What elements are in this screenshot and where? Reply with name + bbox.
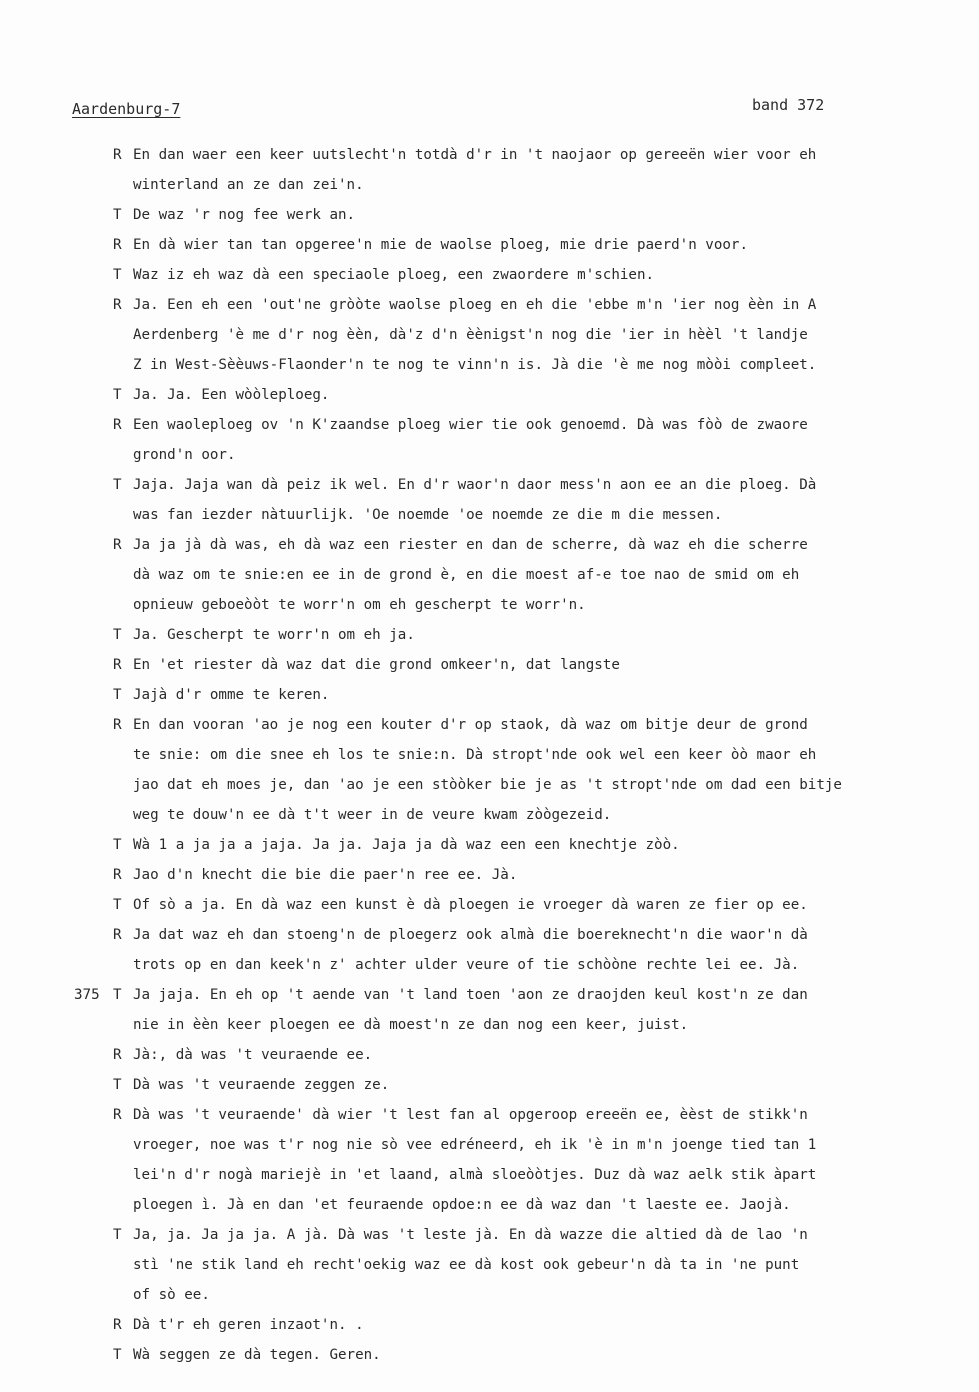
transcript-line	[0, 1340, 979, 1370]
speaker-label: T	[113, 207, 122, 223]
line-text: ploegen ì. Jà en dan 'et feuraende opdoe:n ee dà waz dan 't laeste ee. Jaojà.	[133, 1197, 791, 1213]
speaker-label: R	[113, 537, 122, 553]
line-text: jao dat eh moes je, dan 'ao je een stòòker bie je as 't stropt'nde om dad een bitje	[133, 777, 842, 793]
transcript-line	[0, 170, 979, 200]
transcript-line	[0, 1190, 979, 1220]
line-text: Jà:, dà was 't veuraende ee.	[133, 1047, 373, 1063]
dialogue-turn	[0, 290, 979, 380]
transcript-body	[0, 140, 979, 1370]
line-text: grond'n oor.	[133, 447, 236, 463]
line-text: opnieuw geboeòòt te worr'n om eh gescherpt te worr'n.	[133, 597, 586, 613]
transcript-line	[0, 590, 979, 620]
line-text: Ja dat waz eh dan stoeng'n de ploegerz ook almà die boereknecht'n die waor'n dà	[133, 927, 808, 943]
transcript-line	[0, 1130, 979, 1160]
transcript-line	[0, 350, 979, 380]
transcript-line	[0, 740, 979, 770]
dialogue-turn	[0, 620, 979, 650]
line-text: Wà 1 a ja ja a jaja. Ja ja. Jaja ja dà waz een een knechtje zòò.	[133, 837, 680, 853]
dialogue-turn	[0, 710, 979, 830]
transcript-line	[0, 1010, 979, 1040]
transcript-line	[0, 1280, 979, 1310]
transcript-line	[0, 410, 979, 440]
line-text: En dan waer een keer uutslecht'n totdà d'r in 't naojaor op gereeën wier voor eh	[133, 147, 817, 163]
transcript-line	[0, 620, 979, 650]
transcript-line	[0, 770, 979, 800]
dialogue-turn	[0, 980, 979, 1040]
dialogue-turn	[0, 830, 979, 860]
line-text: stì 'ne stik land eh recht'oekig waz ee dà kost ook gebeur'n dà ta in 'ne punt	[133, 1257, 800, 1273]
transcript-line	[0, 380, 979, 410]
line-text: lei'n d'r nogà mariejè in 'et laand, almà sloeòòtjes. Duz dà waz aelk stik àpart	[133, 1167, 817, 1183]
line-text: vroeger, noe was t'r nog nie sò vee edréneerd, eh ik 'è in m'n joenge tied tan 1	[133, 1137, 817, 1153]
dialogue-turn	[0, 1040, 979, 1070]
line-text: Jaja. Jaja wan dà peiz ik wel. En d'r waor'n daor mess'n aon ee an die ploeg. Dà	[133, 477, 817, 493]
dialogue-turn	[0, 1340, 979, 1370]
line-text: En 'et riester dà waz dat die grond omkeer'n, dat langste	[133, 657, 620, 673]
line-text: weg te douw'n ee dà t't weer in de veure kwam zòògezeid.	[133, 807, 612, 823]
speaker-label: R	[113, 1047, 122, 1063]
transcript-line	[0, 260, 979, 290]
speaker-label: R	[113, 927, 122, 943]
line-text: Dà was 't veuraende zeggen ze.	[133, 1077, 390, 1093]
speaker-label: T	[113, 987, 122, 1003]
speaker-label: R	[113, 297, 122, 313]
speaker-label: T	[113, 627, 122, 643]
dialogue-turn	[0, 410, 979, 470]
speaker-label: R	[113, 237, 122, 253]
line-text: En dà wier tan tan opgeree'n mie de waolse ploeg, mie drie paerd'n voor.	[133, 237, 748, 253]
line-text: Wà seggen ze dà tegen. Geren.	[133, 1347, 381, 1363]
dialogue-turn	[0, 1220, 979, 1310]
dialogue-turn	[0, 650, 979, 680]
line-text: Ja, ja. Ja ja ja. A jà. Dà was 't leste jà. En dà wazze die altied dà de lao 'n	[133, 1227, 808, 1243]
line-text: Ja. Een eh een 'out'ne gròòte waolse ploeg en eh die 'ebbe m'n 'ier nog èèn in A	[133, 297, 817, 313]
transcript-line	[0, 1040, 979, 1070]
dialogue-turn	[0, 1310, 979, 1340]
line-text: Dà was 't veuraende' dà wier 't lest fan al opgeroop ereeën ee, èèst de stikk'n	[133, 1107, 808, 1123]
transcript-line	[0, 650, 979, 680]
speaker-label: T	[113, 267, 122, 283]
line-text: was fan iezder nàtuurlijk. 'Oe noemde 'oe noemde ze die m die messen.	[133, 507, 723, 523]
line-text: trots op en dan keek'n z' achter ulder veure of tie schòòne rechte lei ee. Jà.	[133, 957, 800, 973]
speaker-label: T	[113, 687, 122, 703]
speaker-label: T	[113, 387, 122, 403]
speaker-label: R	[113, 717, 122, 733]
dialogue-turn	[0, 1070, 979, 1100]
dialogue-turn	[0, 140, 979, 200]
transcript-line	[0, 1310, 979, 1340]
dialogue-turn	[0, 680, 979, 710]
speaker-label: T	[113, 1227, 122, 1243]
speaker-label: T	[113, 837, 122, 853]
transcript-line	[0, 200, 979, 230]
line-text: Ja ja jà dà was, eh dà waz een riester en dan de scherre, dà waz eh die scherre	[133, 537, 808, 553]
transcript-line	[0, 470, 979, 500]
transcript-line	[0, 290, 979, 320]
line-text: Ja jaja. En eh op 't aende van 't land toen 'aon ze draojden keul kost'n ze dan	[133, 987, 808, 1003]
speaker-label: R	[113, 1317, 122, 1333]
transcript-line	[0, 1100, 979, 1130]
transcript-line	[0, 680, 979, 710]
line-text: nie in èèn keer ploegen ee dà moest'n ze dan nog een keer, juist.	[133, 1017, 689, 1033]
speaker-label: R	[113, 147, 122, 163]
line-text: Z in West-Sèèuws-Flaonder'n te nog te vinn'n is. Jà die 'è me nog mòòi compleet.	[133, 357, 817, 373]
line-text: Ja. Ja. Een wòòleploeg.	[133, 387, 330, 403]
speaker-label: T	[113, 477, 122, 493]
dialogue-turn	[0, 470, 979, 530]
dialogue-turn	[0, 920, 979, 980]
speaker-label: T	[113, 1077, 122, 1093]
transcript-line	[0, 800, 979, 830]
transcript-line	[0, 500, 979, 530]
transcript-line	[0, 1220, 979, 1250]
line-text: Waz iz eh waz dà een speciaole ploeg, een zwaordere m'schien.	[133, 267, 655, 283]
transcript-line	[0, 950, 979, 980]
speaker-label: R	[113, 1107, 122, 1123]
line-text: Ja. Gescherpt te worr'n om eh ja.	[133, 627, 415, 643]
line-text: dà waz om te snie:en ee in de grond è, en die moest af-e toe nao de smid om eh	[133, 567, 800, 583]
dialogue-turn	[0, 1100, 979, 1220]
line-text: De waz 'r nog fee werk an.	[133, 207, 356, 223]
transcript-line	[0, 710, 979, 740]
transcript-line	[0, 1070, 979, 1100]
transcript-line	[0, 920, 979, 950]
dialogue-turn	[0, 260, 979, 290]
line-text: of sò ee.	[133, 1287, 210, 1303]
speaker-label: T	[113, 1347, 122, 1363]
speaker-label: R	[113, 867, 122, 883]
transcript-line	[0, 890, 979, 920]
speaker-label: R	[113, 657, 122, 673]
line-text: Jajà d'r omme te keren.	[133, 687, 330, 703]
counter-mark: 375	[74, 987, 100, 1003]
transcript-line	[0, 1250, 979, 1280]
transcript-line	[0, 320, 979, 350]
band-number: band 372	[752, 96, 825, 114]
line-text: Een waoleploeg ov 'n K'zaandse ploeg wier tie ook genoemd. Dà was fòò de zwaore	[133, 417, 808, 433]
dialogue-turn	[0, 530, 979, 620]
line-text: En dan vooran 'ao je nog een kouter d'r op staok, dà waz om bitje deur de grond	[133, 717, 808, 733]
dialogue-turn	[0, 380, 979, 410]
transcript-line	[0, 140, 979, 170]
transcript-line	[0, 230, 979, 260]
line-text: te snie: om die snee eh los te snie:n. Dà stropt'nde ook wel een keer òò maor eh	[133, 747, 817, 763]
transcript-line	[0, 530, 979, 560]
line-text: Of sò a ja. En dà waz een kunst è dà ploegen ie vroeger dà waren ze fier op ee.	[133, 897, 808, 913]
document-title: Aardenburg-7	[72, 100, 181, 118]
transcript-line	[0, 980, 979, 1010]
dialogue-turn	[0, 860, 979, 890]
dialogue-turn	[0, 200, 979, 230]
transcript-line	[0, 440, 979, 470]
line-text: Dà t'r eh geren inzaot'n. .	[133, 1317, 364, 1333]
line-text: Jao d'n knecht die bie die paer'n ree ee. Jà.	[133, 867, 518, 883]
transcript-line	[0, 560, 979, 590]
line-text: winterland an ze dan zei'n.	[133, 177, 364, 193]
line-text: Aerdenberg 'è me d'r nog èèn, dà'z d'n èènigst'n nog die 'ier in hèèl 't landje	[133, 327, 808, 343]
speaker-label: T	[113, 897, 122, 913]
dialogue-turn	[0, 230, 979, 260]
speaker-label: R	[113, 417, 122, 433]
transcript-line	[0, 830, 979, 860]
transcript-line	[0, 860, 979, 890]
dialogue-turn	[0, 890, 979, 920]
transcript-line	[0, 1160, 979, 1190]
